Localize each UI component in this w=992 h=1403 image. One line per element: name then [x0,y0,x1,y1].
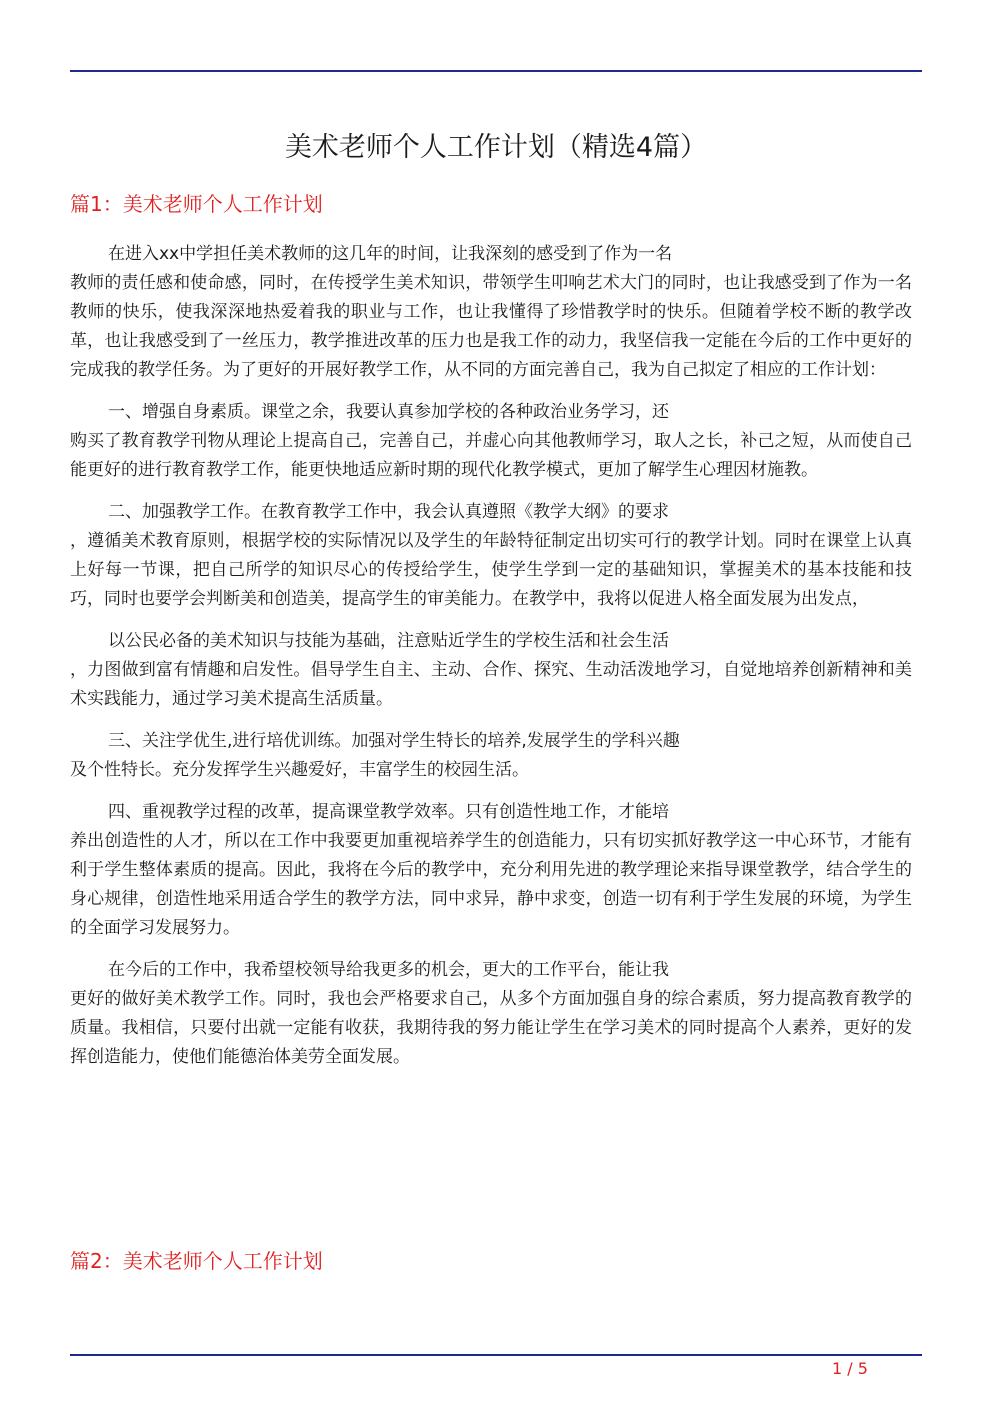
paragraph-text: ，力图做到富有情趣和启发性。倡导学生自主、主动、合作、探究、生动活泼地学习，自觉地培养创新精神和美术实践能力，通过学习美术提高生活质量。 [70,660,912,709]
paragraph [70,727,912,785]
paragraph-lead: 二、加强教学工作。在教育教学工作中，我会认真遵照《教学大纲》的要求 [108,502,669,522]
paragraph-text: 养出创造性的人才，所以在工作中我要更加重视培养学生的创造能力，只有切实抓好教学这一中心环节，才能有利于学生整体素质的提高。因此，我将在今后的教学中，充分利用先进的教学理论来指导课堂教学，结合学生的身心规律，创造性地采用适合学生的教学方法，同中求异，静中求变，创造一切有利于学生发展的环境，为学生的全面学习发展努力。 [70,831,912,938]
footer-rule [70,1354,922,1356]
paragraph-lead: 三、关注学优生,进行培优训练。加强对学生特长的培养,发展学生的学科兴趣 [108,731,680,751]
paragraph [70,398,912,485]
article-body [70,240,912,1085]
page-number: 1 / 5 [832,1359,868,1378]
paragraph-text: ，遵循美术教育原则，根据学校的实际情况以及学生的年龄特征制定出切实可行的教学计划。同时在课堂上认真上好每一节课，把自己所学的知识尽心的传授给学生，使学生学到一定的基础知识，掌握美术的基本技能和技巧，同时也要学会判断美和创造美，提高学生的审美能力。在教学中，我将以促进人格全面发展为出发点， [70,531,912,609]
paragraph [70,956,912,1072]
paragraph-text: 及个性特长。充分发挥学生兴趣爱好，丰富学生的校园生活。 [70,760,529,780]
section-heading-1: 篇1：美术老师个人工作计划 [70,192,323,216]
paragraph [70,798,912,943]
section-heading-2: 篇2：美术老师个人工作计划 [70,1249,323,1273]
document-title: 美术老师个人工作计划（精选4篇） [284,132,708,163]
paragraph-text: 购买了教育教学刊物从理论上提高自己，完善自己，并虚心向其他教师学习，取人之长，补己之短，从而使自己能更好的进行教育教学工作，能更快地适应新时期的现代化教学模式，更加了解学生心理因材施教。 [70,431,912,480]
paragraph-text: 更好的做好美术教学工作。同时，我也会严格要求自己，从多个方面加强自身的综合素质，努力提高教育教学的质量。我相信，只要付出就一定能有收获，我期待我的努力能让学生在学习美术的同时提高个人素养，更好的发挥创造能力，使他们能德治体美劳全面发展。 [70,989,912,1067]
paragraph-lead: 在进入xx中学担任美术教师的这几年的时间，让我深刻的感受到了作为一名 [108,244,673,264]
paragraph-lead: 在今后的工作中，我希望校领导给我更多的机会，更大的工作平台，能让我 [108,960,669,980]
paragraph-text: 教师的责任感和使命感，同时，在传授学生美术知识，带领学生叩响艺术大门的同时，也让我感受到了作为一名教师的快乐，使我深深地热爱着我的职业与工作，也让我懂得了珍惜教学时的快乐。但随着学校不断的教学改革，也让我感受到了一丝压力，教学推进改革的压力也是我工作的动力，我坚信我一定能在今后的工作中更好的完成我的教学任务。为了更好的开展好教学工作，从不同的方面完善自己，我为自己拟定了相应的工作计划： [70,273,912,380]
paragraph [70,627,912,714]
paragraph [70,498,912,614]
paragraph [70,240,912,385]
paragraph-lead: 以公民必备的美术知识与技能为基础，注意贴近学生的学校生活和社会生活 [108,631,669,651]
paragraph-lead: 四、重视教学过程的改革，提高课堂教学效率。只有创造性地工作，才能培 [108,802,669,822]
header-rule [70,70,922,72]
paragraph-lead: 一、增强自身素质。课堂之余，我要认真参加学校的各种政治业务学习，还 [108,402,669,422]
